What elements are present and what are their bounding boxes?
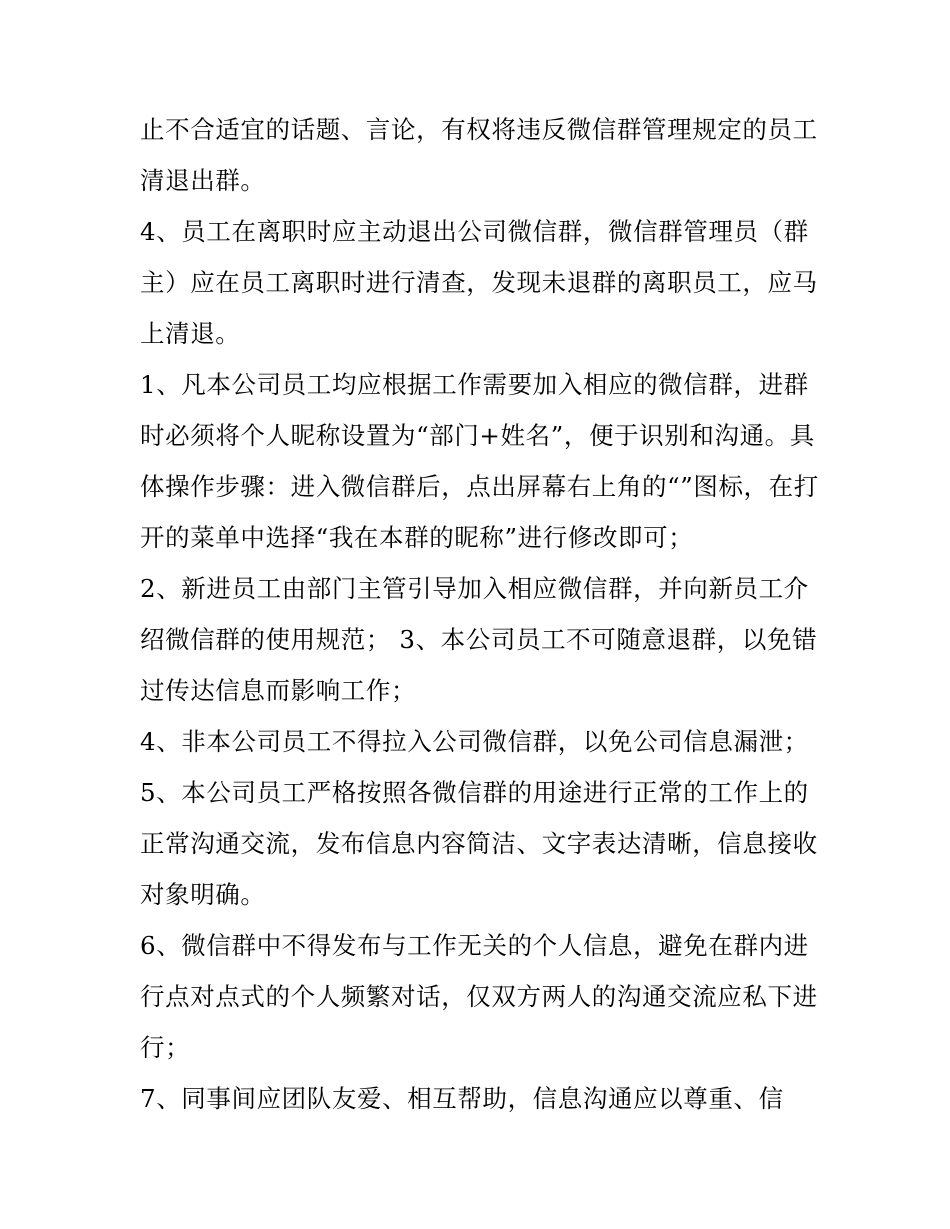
text-line: 4、非本公司员工不得拉入公司微信群，以免公司信息漏泄； — [140, 727, 809, 756]
text-line: 上清退。 — [140, 319, 241, 348]
text-line: 主）应在员工离职时进行清查，发现未退群的离职员工，应马 — [140, 268, 818, 297]
text-line: 时必须将个人昵称设置为“部门+姓名”，便于识别和沟通。具 — [140, 421, 815, 450]
text-line: 行点对点式的个人频繁对话，仅双方两人的沟通交流应私下进 — [140, 982, 818, 1011]
document-body — [140, 104, 820, 1124]
text-line: 开的菜单中选择“我在本群的昵称”进行修改即可； — [140, 523, 694, 552]
text-line: 过传达信息而影响工作； — [140, 676, 417, 705]
text-line: 绍微信群的使用规范； 3、本公司员工不可随意退群，以免错 — [140, 625, 818, 654]
text-line: 体操作步骤：进入微信群后，点出屏幕右上角的“”图标，在打 — [140, 472, 819, 501]
text-line: 4、员工在离职时应主动退出公司微信群，微信群管理员（群 — [140, 217, 809, 246]
text-line: 1、凡本公司员工均应根据工作需要加入相应的微信群，进群 — [140, 370, 809, 399]
text-line: 行； — [140, 1033, 191, 1062]
text-line: 5、本公司员工严格按照各微信群的用途进行正常的工作上的 — [140, 778, 809, 807]
text-line: 6、微信群中不得发布与工作无关的个人信息，避免在群内进 — [140, 931, 809, 960]
text-line: 对象明确。 — [140, 880, 266, 909]
text-line: 2、新进员工由部门主管引导加入相应微信群，并向新员工介 — [140, 574, 809, 603]
text-line: 清退出群。 — [140, 166, 266, 195]
text-line: 7、同事间应团队友爱、相互帮助，信息沟通应以尊重、信 — [140, 1084, 784, 1113]
text-line: 止不合适宜的话题、言论，有权将违反微信群管理规定的员工 — [140, 115, 818, 144]
text-line: 正常沟通交流，发布信息内容简洁、文字表达清晰，信息接收 — [140, 829, 818, 858]
